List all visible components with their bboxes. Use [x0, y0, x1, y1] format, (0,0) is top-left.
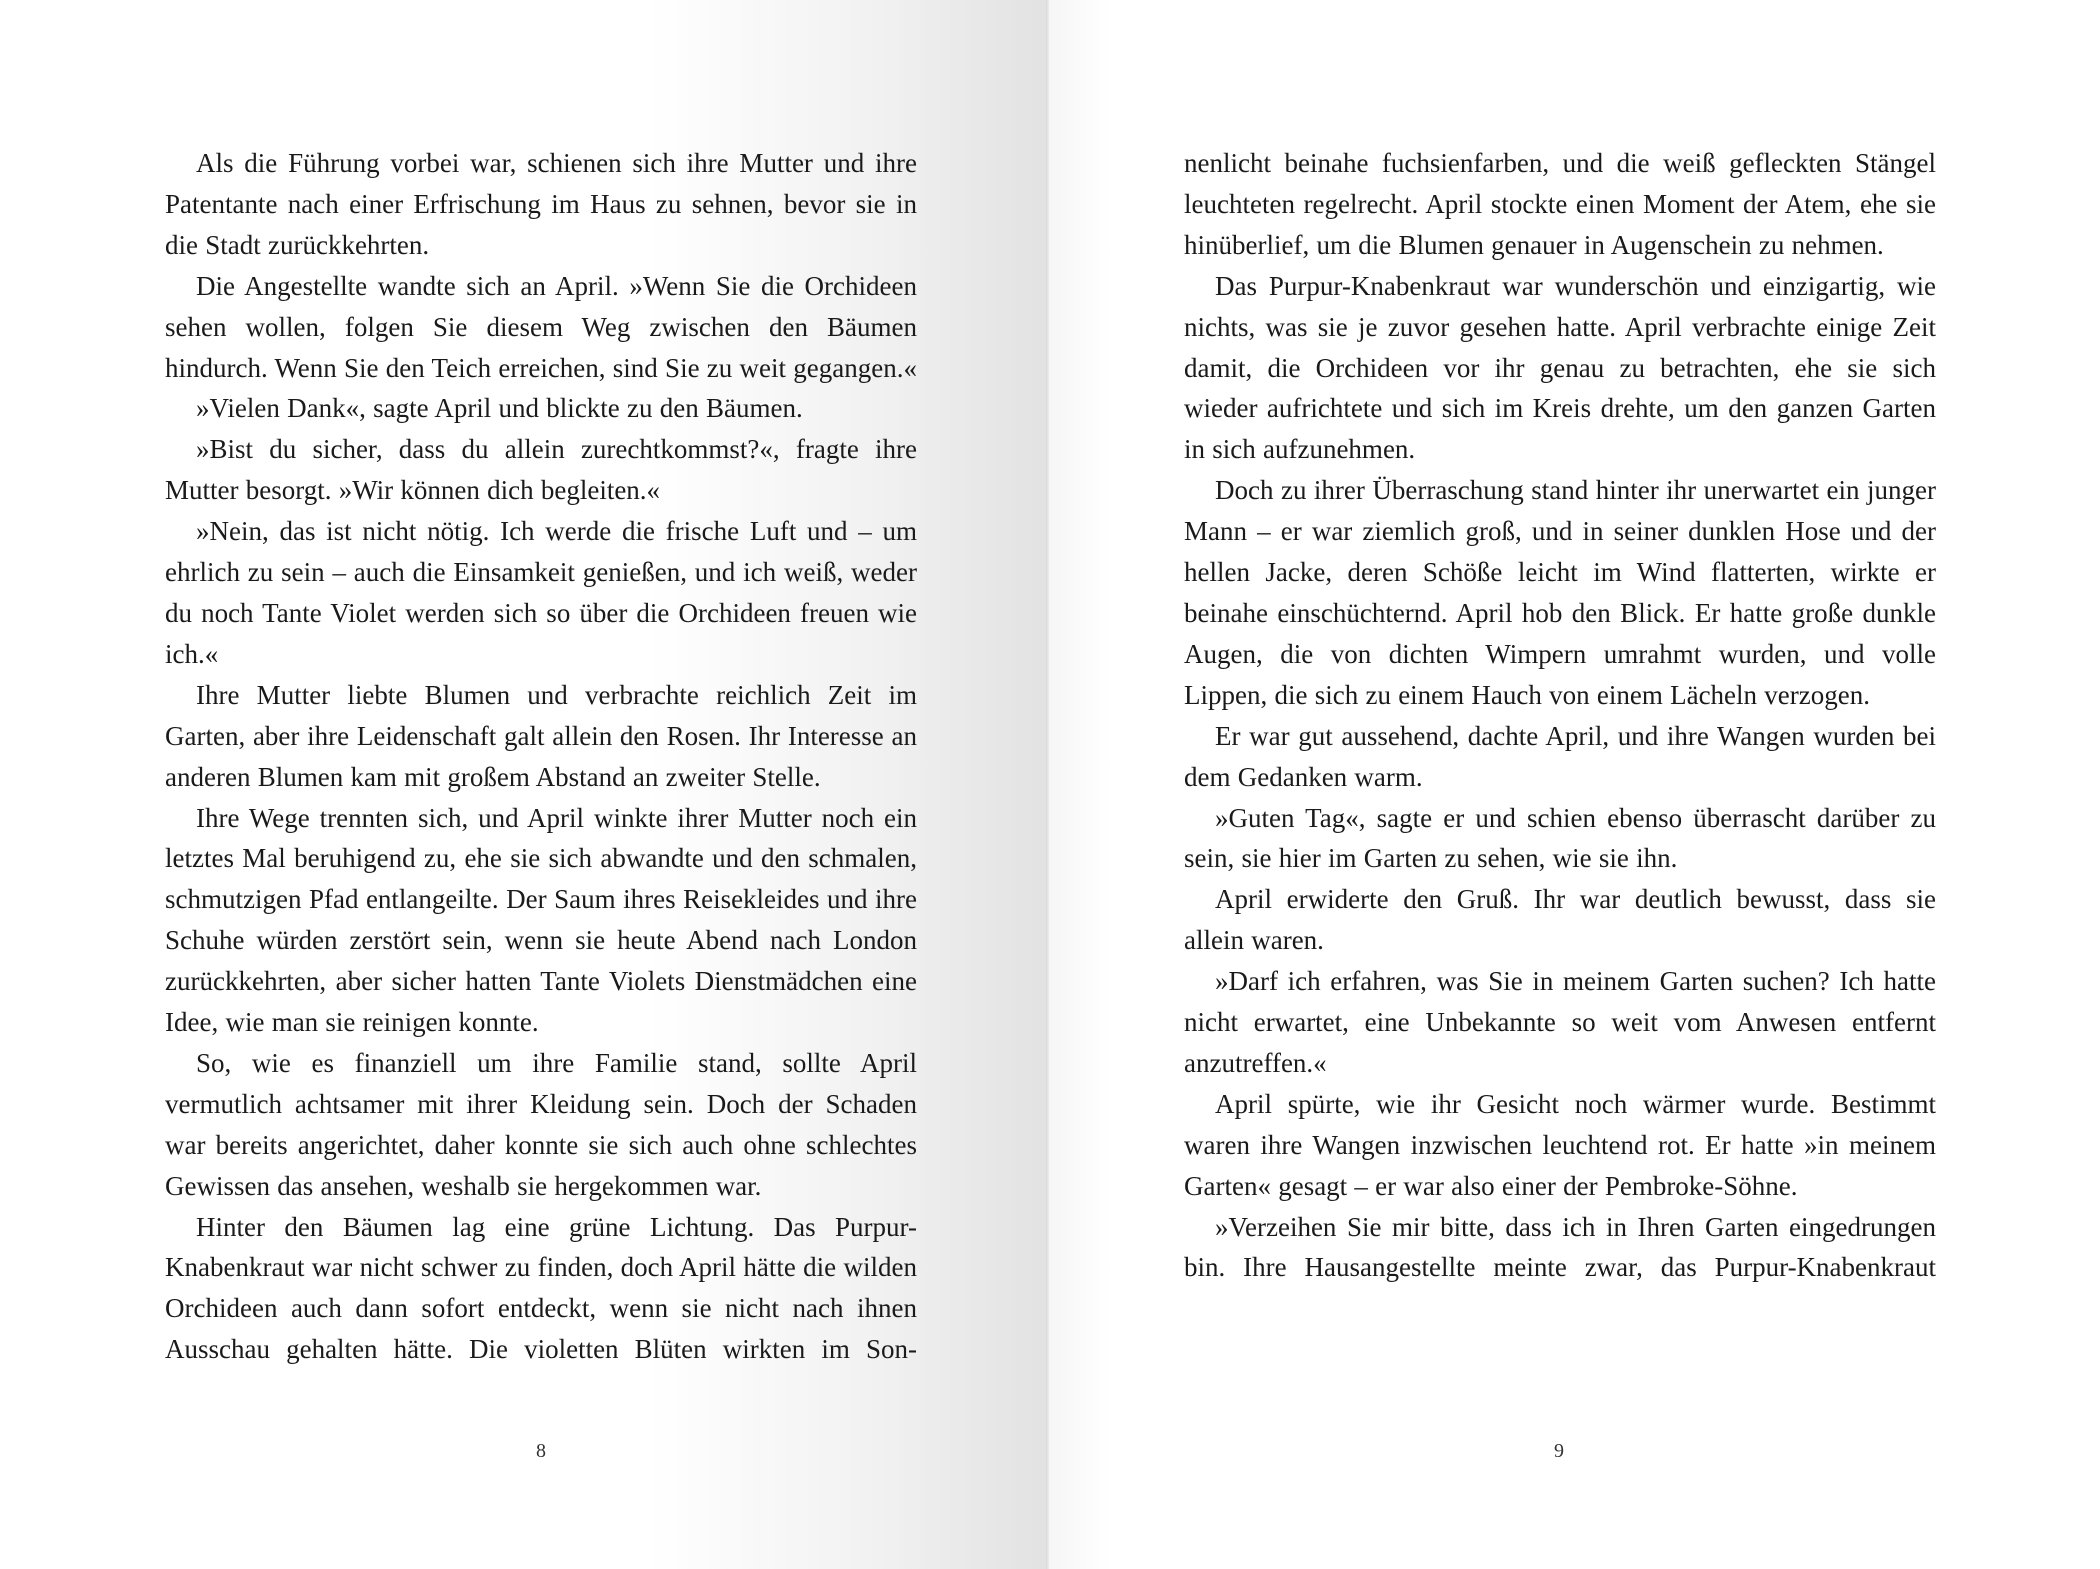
page-number: 9	[1554, 1440, 1564, 1462]
paragraph: Er war gut aussehend, dachte April, und ihre Wangen wurden bei dem Gedanken warm.	[1184, 720, 1936, 792]
paragraph: »Verzeihen Sie mir bitte, dass ich in Ihren Garten eingedrungen bin. Ihre Hausangestellte meinte zwar, das Purpur-Knabenkraut	[1184, 1211, 1936, 1283]
paragraph: nenlicht beinahe fuchsienfarben, und die weiß gefleckten Stängel leuchteten regelrecht. April stockte einen Moment der Atem, ehe sie hinüberlief, um die Blumen genauer in Augenschein zu nehmen.	[1184, 148, 1936, 260]
paragraph: So, wie es finanziell um ihre Familie stand, sollte April vermutlich achtsamer mit ihrer Kleidung sein. Doch der Schaden war bereits angerichtet, daher konnte sie sich auch ohne schlechtes Gewissen das ansehen, weshalb sie hergekommen war.	[165, 1047, 917, 1201]
left-page-text	[165, 143, 917, 1370]
left-page	[0, 0, 1046, 1569]
right-page-text	[1184, 143, 1936, 1288]
right-page	[1049, 0, 2100, 1569]
paragraph: »Guten Tag«, sagte er und schien ebenso überrascht darüber zu sein, sie hier im Garten zu sehen, wie sie ihn.	[1184, 802, 1936, 874]
paragraph: Als die Führung vorbei war, schienen sich ihre Mutter und ihre Patentante nach einer Erfrischung im Haus zu sehnen, bevor sie in die Stadt zurückkehrten.	[165, 148, 917, 260]
paragraph: »Vielen Dank«, sagte April und blickte zu den Bäumen.	[196, 393, 803, 424]
paragraph: Ihre Mutter liebte Blumen und verbrachte reichlich Zeit im Garten, aber ihre Leidenschaft galt allein den Rosen. Ihr Interesse an anderen Blumen kam mit großem Abstand an zweiter Stelle.	[165, 679, 917, 792]
paragraph: Hinter den Bäumen lag eine grüne Lichtung. Das Purpur-Knabenkraut war nicht schwer zu finden, doch April hätte die wilden Orchideen auch dann sofort entdeckt, wenn sie nicht nach ihnen Ausschau gehalten hätte. Die violetten Blüten wirkten im Son-	[165, 1211, 917, 1365]
paragraph: »Nein, das ist nicht nötig. Ich werde die frische Luft und – um ehrlich zu sein – auch die Einsamkeit genießen, und ich weiß, weder du noch Tante Violet werden sich so über die Orchideen freuen wie ich.«	[165, 516, 917, 669]
paragraph: Ihre Wege trennten sich, und April winkte ihrer Mutter noch ein letztes Mal beruhigend zu, ehe sie sich abwandte und den schmalen, schmutzigen Pfad entlangeilte. Der Saum ihres Reisekleides und ihre Schuhe würden zerstört sein, wenn sie heute Abend nach London zurückkehrten, aber sicher hatten Tante Violets Dienstmädchen eine Idee, wie man sie reinigen konnte.	[165, 802, 917, 1038]
paragraph: Die Angestellte wandte sich an April. »Wenn Sie die Orchideen sehen wollen, folgen Sie diesem Weg zwischen den Bäumen hindurch. Wenn Sie den Teich erreichen, sind Sie zu weit gegangen.«	[165, 270, 917, 383]
paragraph: »Darf ich erfahren, was Sie in meinem Garten suchen? Ich hatte nicht erwartet, eine Unbekannte so weit vom Anwesen entfernt anzutreffen.«	[1184, 966, 1936, 1078]
paragraph: April spürte, wie ihr Gesicht noch wärmer wurde. Bestimmt waren ihre Wangen inzwischen leuchtend rot. Er hatte »in meinem Garten« gesagt – er war also einer der Pembroke-Söhne.	[1184, 1088, 1936, 1201]
paragraph: April erwiderte den Gruß. Ihr war deutlich bewusst, dass sie allein waren.	[1184, 884, 1936, 956]
paragraph: Das Purpur-Knabenkraut war wunderschön und einzigartig, wie nichts, was sie je zuvor gesehen hatte. April verbrachte einige Zeit damit, die Orchideen vor ihr genau zu betrachten, ehe sie sich wieder aufrichtete und sich im Kreis drehte, um den ganzen Garten in sich aufzunehmen.	[1184, 270, 1936, 465]
paragraph: »Bist du sicher, dass du allein zurechtkommst?«, fragte ihre Mutter besorgt. »Wir können dich begleiten.«	[165, 434, 917, 506]
page-number: 8	[536, 1440, 546, 1462]
paragraph: Doch zu ihrer Überraschung stand hinter ihr unerwartet ein junger Mann – er war ziemlich groß, und in seiner dunklen Hose und der hellen Jacke, deren Schöße leicht im Wind flatterten, wirkte er beinahe einschüchternd. April hob den Blick. Er hatte große dunkle Augen, die von dichten Wimpern umrahmt wurden, und volle Lippen, die sich zu einem Hauch von einem Lächeln verzogen.	[1184, 475, 1936, 710]
